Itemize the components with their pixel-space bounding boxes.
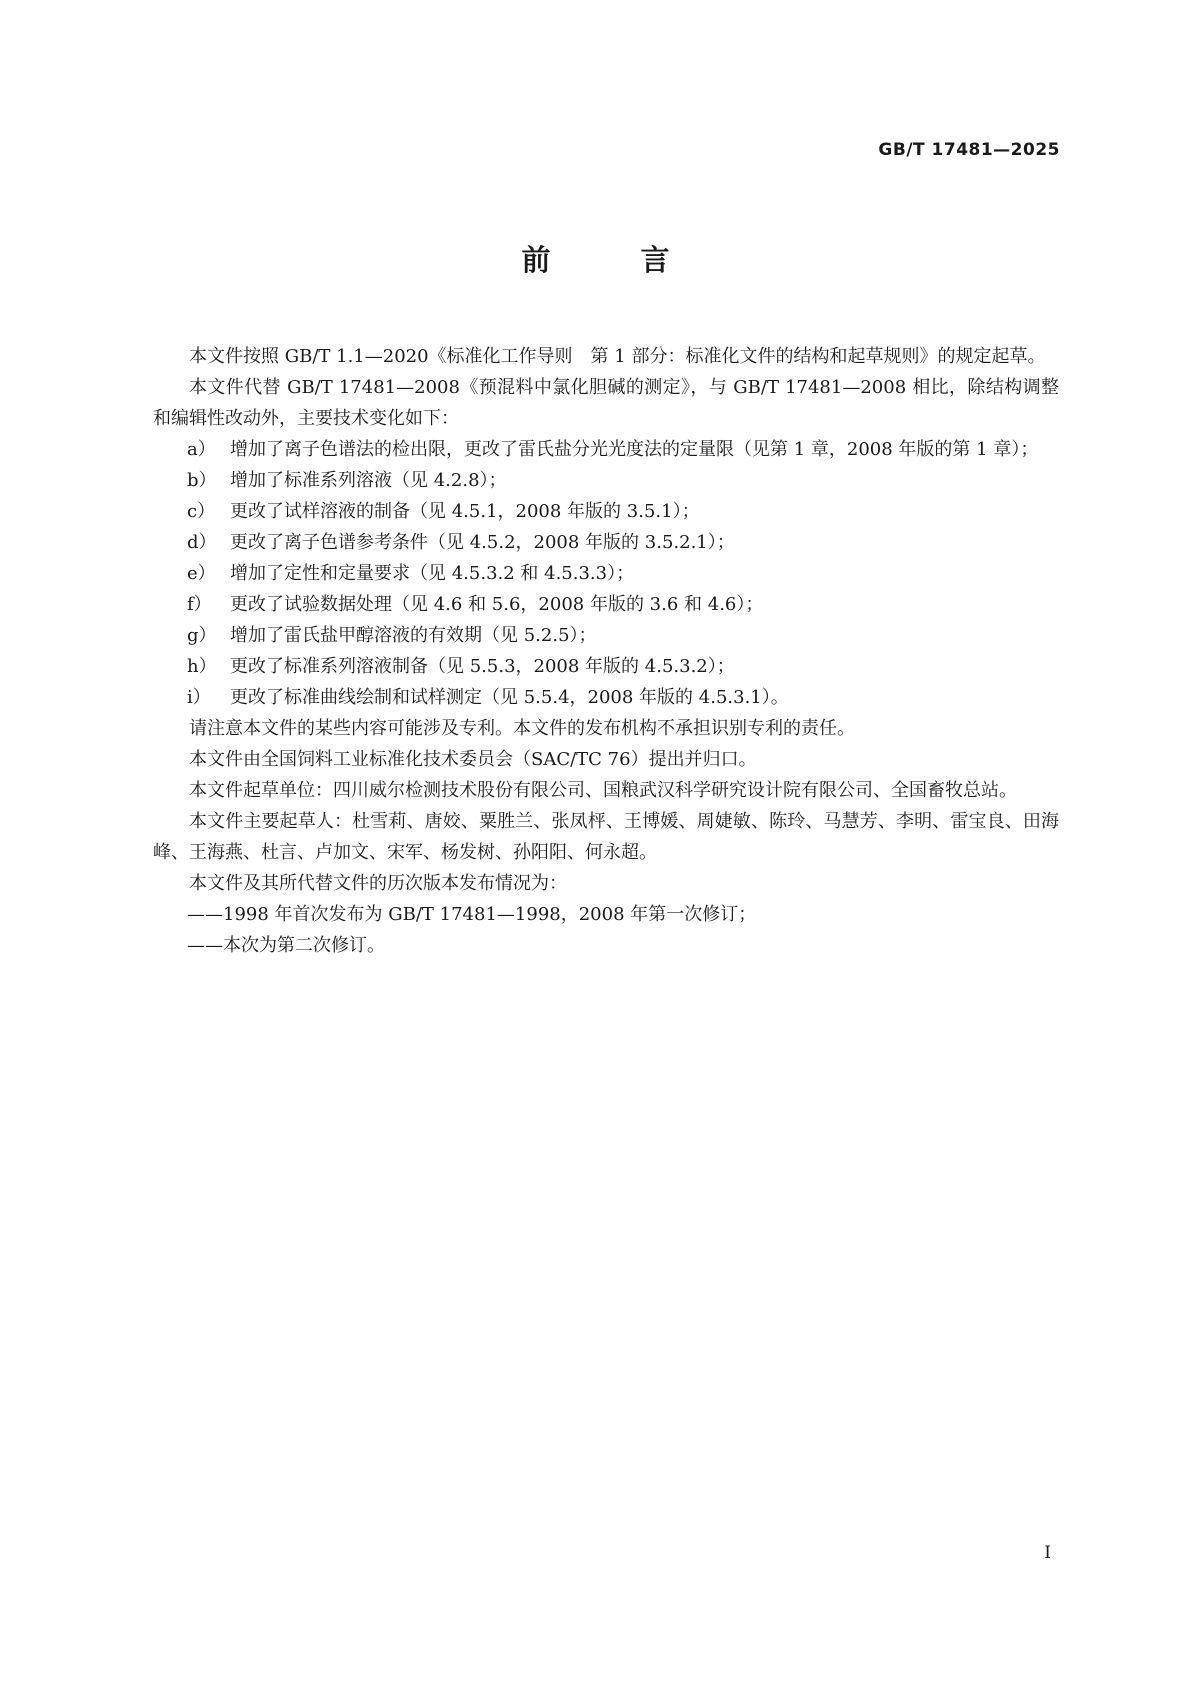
history-item: ——本次为第二次修订。: [187, 935, 385, 956]
list-item: [153, 527, 1059, 558]
list-item-label: d）: [187, 532, 217, 553]
list-item-text: 增加了定性和定量要求（见 4.5.3.2 和 4.5.3.3）；: [230, 563, 635, 584]
page-title: 前 言: [521, 243, 710, 277]
paragraph-drafters: 本文件主要起草人：杜雪莉、唐姣、粟胜兰、张凤枰、王博媛、周婕敏、陈玲、马慧芳、李明、雷宝良、田海峰、王海燕、杜言、卢加文、宋军、杨发树、孙阳阳、何永超。: [153, 811, 1059, 863]
paragraph-proposer: 本文件由全国饲料工业标准化技术委员会（SAC/TC 76）提出并归口。: [189, 749, 757, 770]
list-item-text: 更改了试验数据处理（见 4.6 和 5.6，2008 年版的 3.6 和 4.6）；: [230, 594, 764, 615]
list-item-text: 更改了标准系列溶液制备（见 5.5.3，2008 年版的 4.5.3.2）；: [230, 656, 735, 677]
list-item: [153, 651, 1059, 682]
list-item: [153, 496, 1059, 527]
document-code: GB/T 17481—2025: [878, 140, 1060, 160]
list-item: [153, 682, 1059, 713]
history-item: ——1998 年首次发布为 GB/T 17481—1998，2008 年第一次修订；: [187, 904, 757, 925]
paragraph-replacement: 本文件代替 GB/T 17481—2008《预混料中氯化胆碱的测定》，与 GB/T 17481—2008 相比，除结构调整和编辑性改动外，主要技术变化如下：: [153, 377, 1059, 429]
list-item: [153, 465, 1059, 496]
paragraph-drafting-rules: 本文件按照 GB/T 1.1—2020《标准化工作导则 第 1 部分：标准化文件的结构和起草规则》的规定起草。: [189, 346, 1046, 367]
list-item-label: e）: [187, 563, 216, 584]
list-item-text: 更改了标准曲线绘制和试样测定（见 5.5.4，2008 年版的 4.5.3.1）。: [230, 687, 789, 708]
list-item: [153, 434, 1059, 465]
foreword-body: [153, 341, 1059, 961]
paragraph-drafting-units: 本文件起草单位：四川威尔检测技术股份有限公司、国粮武汉科学研究设计院有限公司、全国畜牧总站。: [189, 780, 1017, 801]
list-item-text: 增加了离子色谱法的检出限，更改了雷氏盐分光光度法的定量限（见第 1 章，2008 年版的第 1 章）；: [230, 439, 1039, 460]
list-item-label: g）: [187, 625, 217, 646]
paragraph-version-history: 本文件及其所代替文件的历次版本发布情况为：: [189, 873, 567, 894]
list-item-label: i）: [187, 687, 211, 708]
list-item-text: 更改了离子色谱参考条件（见 4.5.2，2008 年版的 3.5.2.1）；: [230, 532, 735, 553]
list-item-text: 增加了标准系列溶液（见 4.2.8）；: [230, 470, 507, 491]
list-item: [153, 589, 1059, 620]
technical-changes-list: [153, 434, 1059, 713]
list-item-label: c）: [187, 501, 216, 522]
paragraph-patent-notice: 请注意本文件的某些内容可能涉及专利。本文件的发布机构不承担识别专利的责任。: [189, 718, 855, 739]
list-item-label: a）: [187, 439, 216, 460]
list-item-text: 增加了雷氏盐甲醇溶液的有效期（见 5.2.5）；: [230, 625, 597, 646]
list-item: [153, 558, 1059, 589]
list-item-label: h）: [187, 656, 217, 677]
list-item: [153, 620, 1059, 651]
list-item-label: b）: [187, 470, 217, 491]
list-item-text: 更改了试样溶液的制备（见 4.5.1，2008 年版的 3.5.1）；: [230, 501, 700, 522]
list-item-label: f）: [187, 594, 212, 615]
page-number: I: [1044, 1543, 1051, 1563]
